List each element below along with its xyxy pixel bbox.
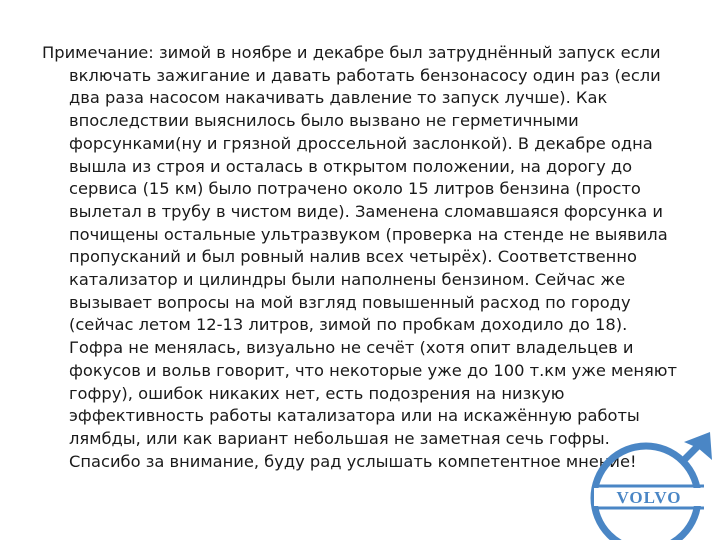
note-line: эффективность работы катализатора или на искажённую работы [69,406,640,426]
note-line: Примечание: зимой в ноябре и декабре был затруднённый запуск если [42,43,661,62]
logo-text: VOLVO [616,488,682,507]
note-line: гофру), ошибок никаких нет, есть подозрения на низкую [69,383,565,403]
note-line: фокусов и вольв говорит, что некоторые уже до 100 т.км уже меняют [69,360,677,380]
note-line: форсунками(ну и грязной дроссельной заслонкой). В декабре одна [69,133,653,153]
note-line: пропусканий и был ровный налив всех четырёх). Соответственно [69,247,637,267]
note-line: два раза насосом накачивать давление то запуск лучше). Как [69,88,608,108]
volvo-iron-mark-icon [594,432,712,540]
note-line: вызывает вопросы на мой взгляд повышенный расход по городу [69,292,631,312]
volvo-logo [572,420,720,540]
note-paragraph [42,42,677,473]
note-line: вышла из строя и осталась в открытом положении, на дорогу до [69,156,633,176]
note-line: (сейчас летом 12-13 литров, зимой по пробкам доходило до 18). [69,315,628,335]
note-line: включать зажигание и давать работать бензонасосу один раз (если [69,65,661,85]
note-line: сервиса (15 км) было потрачено около 15 литров бензина (просто [69,179,641,199]
note-line: впоследствии выяснилось было вызвано не герметичными [69,111,579,131]
note-line: Спасибо за внимание, буду рад услышать компетентное мнение! [69,451,637,471]
note-line: катализатор и цилиндры были наполнены бензином. Сейчас же [69,270,626,290]
note-line: вылетал в трубу в чистом виде). Заменена сломавшаяся форсунка и [69,201,663,221]
note-line: почищены остальные ультразвуком (проверка на стенде не выявила [69,224,668,244]
note-line: Гофра не менялась, визуально не сечёт (хотя опит владельцев и [69,338,634,358]
note-line: лямбды, или как вариант небольшая не заметная сечь гофры. [69,428,610,448]
